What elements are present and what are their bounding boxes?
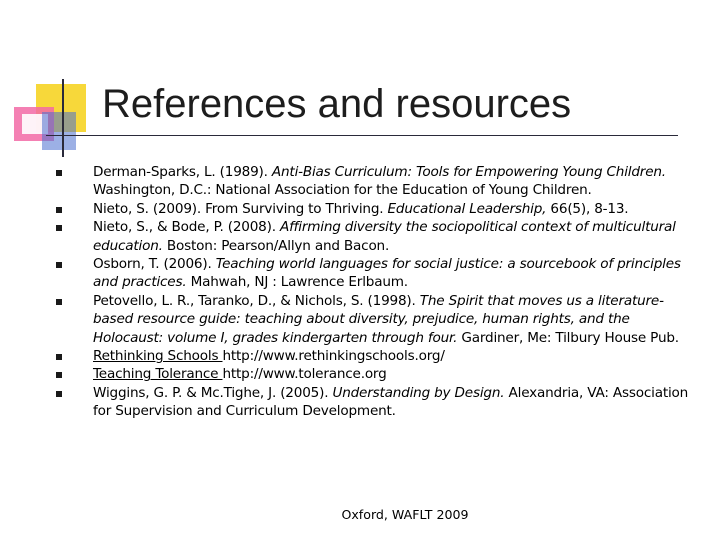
reference-item: [52, 384, 692, 421]
bullet-icon: [56, 354, 62, 360]
reference-item: [52, 218, 692, 255]
bullet-icon: [56, 170, 62, 176]
reference-title: Anti-Bias Curriculum: Tools for Empowering Young Children.: [271, 164, 666, 180]
reference-url: http://www.tolerance.org: [222, 366, 387, 383]
reference-text: Petovello, L. R., Taranko, D., & Nichols, S. (1998).: [93, 292, 420, 309]
slide-title: References and resources: [102, 82, 572, 126]
reference-publisher: Mahwah, NJ : Lawrence Erlbaum.: [186, 274, 408, 291]
reference-text: Nieto, S. (2009). From Surviving to Thriving.: [93, 200, 388, 217]
bullet-icon: [56, 207, 62, 213]
decor-vertical-rule: [62, 79, 64, 157]
reference-item: [52, 347, 692, 365]
reference-title: The Spirit that moves us a literature-based resource guide: teaching about diversity, prejudice, human rights, and the Holocaust: volume I, grades kindergarten through four.: [93, 292, 664, 346]
reference-item: [52, 292, 692, 347]
decor-horizontal-rule: [46, 135, 678, 136]
reference-title: Educational Leadership,: [387, 200, 547, 217]
reference-text: Osborn, T. (2006).: [93, 256, 216, 273]
reference-item: [52, 163, 692, 200]
reference-publisher: Alexandria, VA: Association for Supervision and Curriculum Development.: [93, 384, 689, 420]
bullet-icon: [56, 225, 62, 231]
bullet-icon: [56, 299, 62, 305]
bullet-icon: [56, 262, 62, 268]
reference-title: Understanding by Design.: [332, 384, 505, 401]
reference-item: [52, 255, 692, 292]
reference-title: Teaching world languages for social justice: a sourcebook of principles and practices.: [93, 256, 681, 291]
reference-publisher: Boston: Pearson/Allyn and Bacon.: [162, 237, 390, 254]
bullet-icon: [56, 372, 62, 378]
reference-url: http://www.rethinkingschools.org/: [222, 348, 445, 365]
reference-item: [52, 365, 692, 383]
reference-publisher: Washington, D.C.: National Association for the Education of Young Children.: [93, 182, 592, 199]
teaching-tolerance-link[interactable]: Teaching Tolerance: [93, 366, 223, 383]
reference-title: Affirming diversity the sociopolitical context of multicultural education.: [93, 219, 676, 254]
reference-item: [52, 200, 692, 218]
decor-blue-square: [42, 112, 76, 150]
reference-publisher: Gardiner, Me: Tilbury House Pub.: [457, 329, 679, 346]
reference-list: [52, 163, 692, 421]
reference-text: Nieto, S., & Bode, P. (2008).: [93, 219, 280, 236]
rethinking-schools-link[interactable]: Rethinking Schools: [93, 348, 223, 365]
reference-text: Wiggins, G. P. & Mc.Tighe, J. (2005).: [93, 384, 333, 401]
slide-footer: Oxford, WAFLT 2009: [341, 507, 469, 522]
reference-publisher: 66(5), 8-13.: [546, 200, 629, 217]
bullet-icon: [56, 391, 62, 397]
reference-text: Derman-Sparks, L. (1989).: [93, 164, 272, 180]
